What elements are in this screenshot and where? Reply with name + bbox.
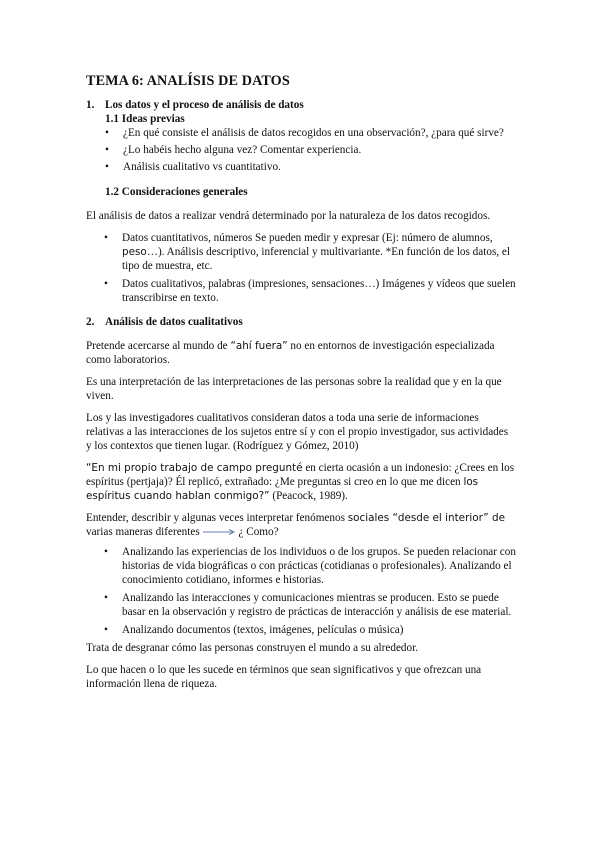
paragraph: Lo que hacen o lo que les sucede en términos que sean significativos y que ofrezcan una información llena de riqueza.: [86, 664, 482, 690]
text: varias maneras diferentes: [86, 526, 203, 538]
subsection-1-2-heading: 1.2 Consideraciones generales: [105, 186, 248, 198]
text: Pretende acercarse al mundo de: [86, 340, 231, 352]
list-text: Datos cuantitativos, números Se pueden medir y expresar (Ej: número de alumnos,: [122, 232, 493, 244]
paragraph: Trata de desgranar cómo las personas construyen el mundo a su alrededor.: [86, 642, 419, 654]
data-types-list: [104, 231, 516, 305]
list-item: • Analizando las experiencias de los individuos o de los grupos. Se pueden relacionar con historias de vida biográficas o con prácticas (cotidianas o profesionales). Analizando el conocimiento cotidiano, informes e historias.: [104, 545, 516, 587]
subsection-1-1-heading: 1.1 Ideas previas: [105, 113, 185, 125]
document-title: TEMA 6: ANALÍSIS DE DATOS: [86, 73, 290, 89]
list-item: • Analizando las interacciones y comunicaciones mientras se producen. Esto se puede basar en la observación y registro de prácticas de interacción y análisis de ese material.: [104, 591, 516, 619]
list-item-qualitative: [104, 277, 516, 305]
handwritten-text: sociales “desde el interior” de: [347, 512, 505, 524]
text: no en entornos de investigación especializada como laboratorios.: [86, 340, 495, 366]
section-1-heading-text: Los datos y el proceso de análisis de datos: [105, 99, 304, 111]
list-item: • Análisis cualitativo vs cuantitativo.: [105, 160, 516, 174]
section-1-number: 1.: [86, 99, 95, 111]
list-text: …) Imágenes y vídeos que suelen transcribirse en texto.: [122, 278, 516, 304]
document-page: [86, 72, 516, 699]
handwritten-text: los espíritus cuando hablan conmigo?”: [86, 476, 479, 502]
paragraph: Los y las investigadores cualitativos consideran datos a toda una serie de informaciones relativas a las interacciones de los sujetos entre sí y con el propio investigador, sus actividades y los contextos que tienen lugar. (Rodríguez y Gómez, 2010): [86, 412, 509, 452]
list-item-quantitative: [104, 231, 516, 273]
handwritten-text: “En mi propio trabajo de campo pregunté: [86, 462, 303, 474]
list-item: • ¿Lo habéis hecho alguna vez? Comentar experiencia.: [105, 143, 516, 157]
section-2-heading-text: Análisis de datos cualitativos: [105, 316, 243, 328]
paragraph: Es una interpretación de las interpretaciones de las personas sobre la realidad que y en la que viven.: [86, 376, 502, 402]
arrow-icon: [202, 528, 238, 536]
analysis-methods-list: [104, 545, 516, 637]
text: (Peacock, 1989).: [269, 490, 348, 502]
handwritten-text: peso: [122, 246, 147, 258]
paragraph: [86, 339, 516, 367]
quote-paragraph: [86, 461, 516, 503]
list-text: …). Análisis descriptivo, inferencial y multivariante. *En función de los datos, el tipo de muestra, etc.: [122, 246, 510, 272]
handwritten-text: “ahí fuera”: [230, 340, 288, 352]
list-item: • ¿En qué consiste el análisis de datos recogidos en una observación?, ¿para qué sirve?: [105, 126, 516, 140]
list-item: • Analizando documentos (textos, imágenes, películas o música): [104, 623, 516, 637]
text: ¿ Como?: [238, 526, 279, 538]
general-paragraph: El análisis de datos a realizar vendrá determinado por la naturaleza de los datos recogidos.: [86, 210, 491, 222]
section-1-heading: [70, 98, 516, 112]
text: en cierta ocasión a un indonesio: ¿Crees en los espíritus (pertjaja)? Él replicó, extrañado: ¿Me preguntas si creo en lo que me dicen: [86, 462, 515, 488]
list-text: Datos cualitativos, palabras (impresiones, sensaciones: [122, 278, 365, 290]
ideas-previas-list: [105, 126, 516, 174]
text: Entender, describir y algunas veces interpretar fenómenos: [86, 512, 348, 524]
section-2-heading: [70, 315, 516, 329]
paragraph: [86, 511, 516, 539]
section-2-number: 2.: [86, 316, 95, 328]
